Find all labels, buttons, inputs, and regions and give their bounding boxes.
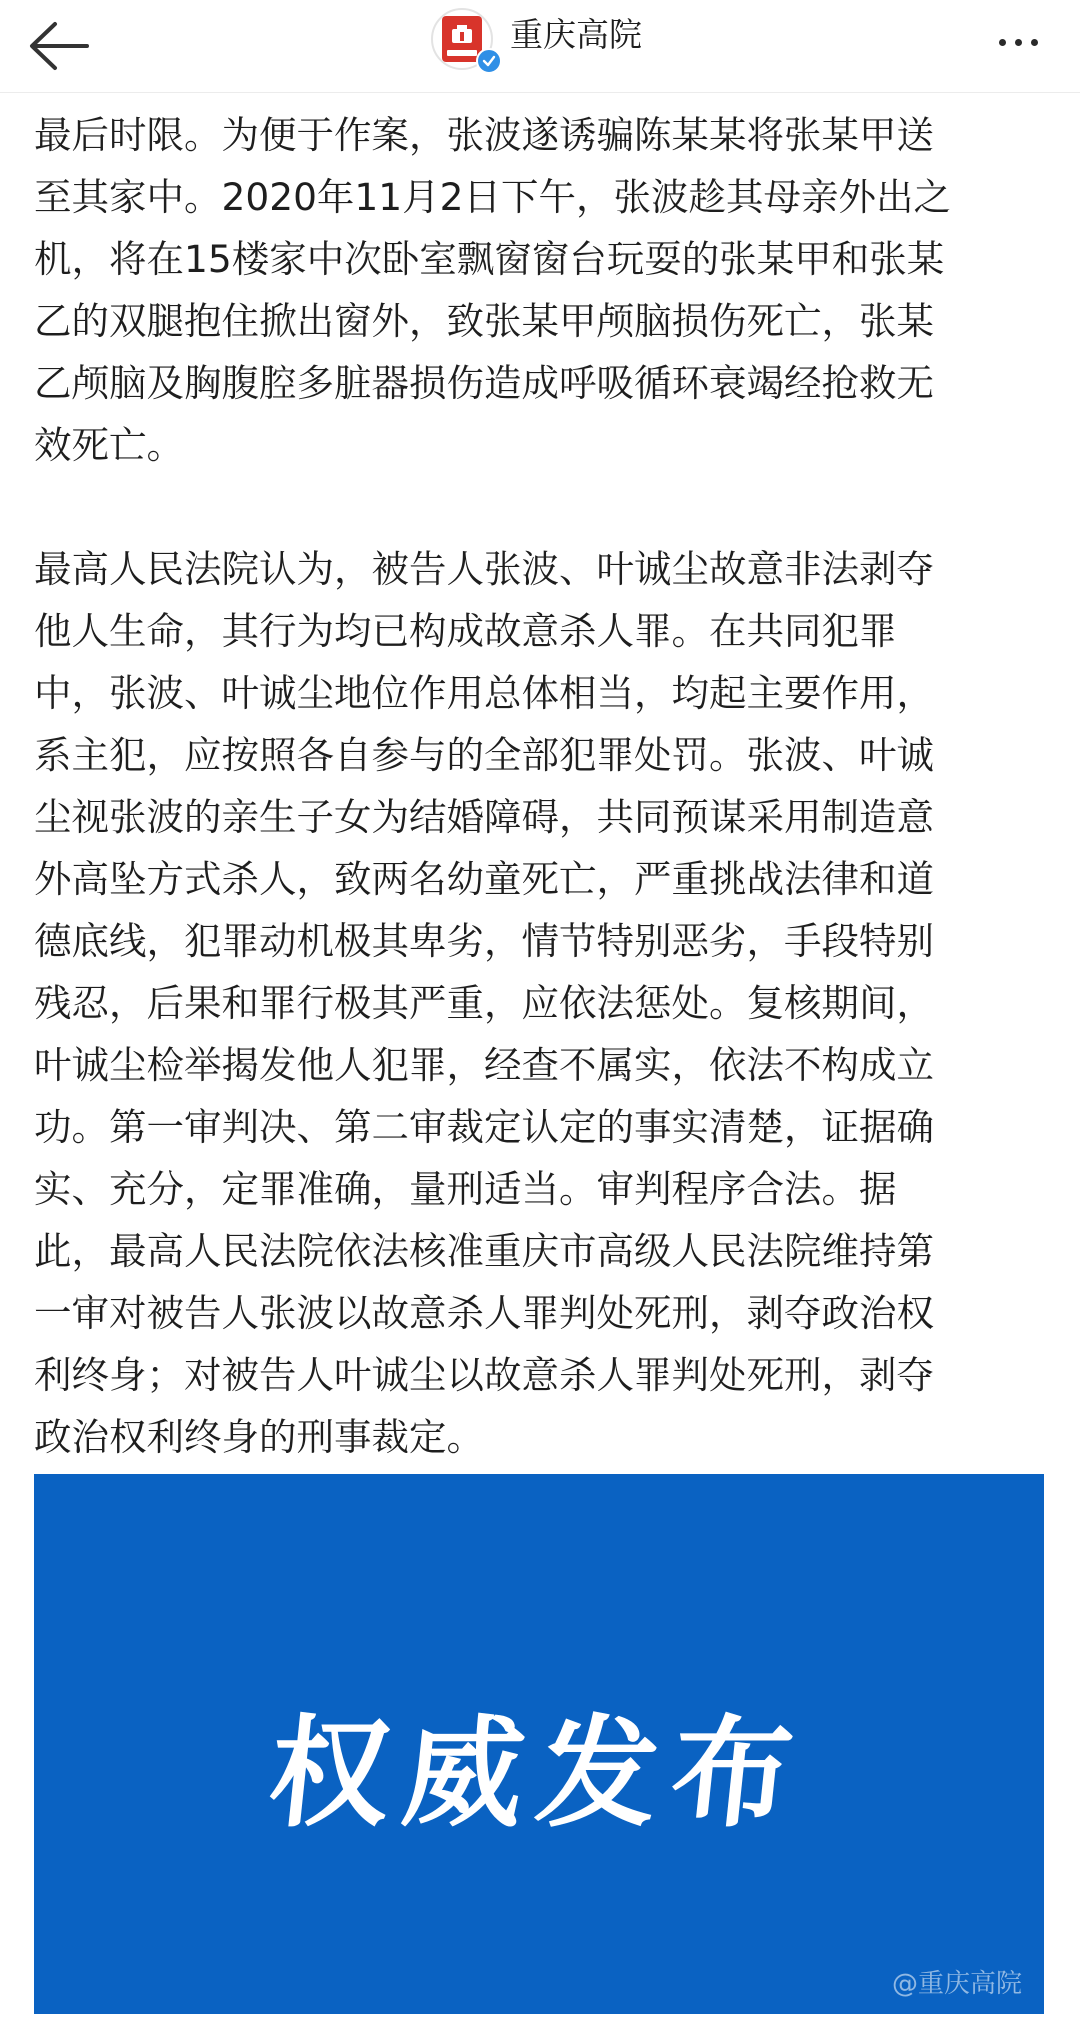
more-options-button[interactable] (976, 14, 1060, 70)
watermark-text: @重庆高院 (891, 1969, 1022, 1999)
account-name[interactable]: 重庆高院 (510, 15, 642, 54)
announcement-banner-image (34, 1474, 1044, 2014)
verified-check-icon (476, 48, 502, 74)
back-arrow-icon (25, 20, 91, 72)
top-navigation-bar (0, 0, 1080, 93)
banner-title: 权威发布 (262, 1705, 814, 1844)
article-paragraph: 最后时限。为便于作案，张波遂诱骗陈某某将张某甲送 至其家中。2020年11月2日下午，张波趁其母亲外出之 机，将在15楼家中次卧室飘窗窗台玩耍的张某甲和张某 乙的双腿抱住掀出窗外，致张某甲颅脑损伤死亡，张某 乙颅脑及胸腹腔多脏器损伤造成呼吸循环衰竭经抢救无 效死亡。 (34, 113, 952, 467)
article-paragraph: 最高人民法院认为，被告人张波、叶诚尘故意非法剥夺 他人生命，其行为均已构成故意杀人罪。在共同犯罪 中，张波、叶诚尘地位作用总体相当，均起主要作用， 系主犯，应按照各自参与的全部犯罪处罚。张波、叶诚 尘视张波的亲生子女为结婚障碍，共同预谋采用制造意 外高坠方式杀人，致两名幼童死亡，严重挑战法律和道 德底线，犯罪动机极其卑劣，情节特别恶劣，手段特别 残忍，后果和罪行极其严重，应依法惩处。复核期间， 叶诚尘检举揭发他人犯罪，经查不属实，依法不构成立 功。第一审判决、第二审裁定认定的事实清楚，证据确 实、充分，定罪准确，量刑适当。审判程序合法。据 此，最高人民法院依法核准重庆市高级人民法院维持第 一审对被告人张波以故意杀人罪判处死刑，剥夺政治权 利终身；对被告人叶诚尘以故意杀人罪判处死刑，剥夺 政治权利终身的刑事裁定。 (34, 547, 934, 1459)
article-body (34, 104, 1034, 1468)
back-button[interactable] (14, 6, 102, 86)
more-dots-icon (999, 39, 1006, 46)
